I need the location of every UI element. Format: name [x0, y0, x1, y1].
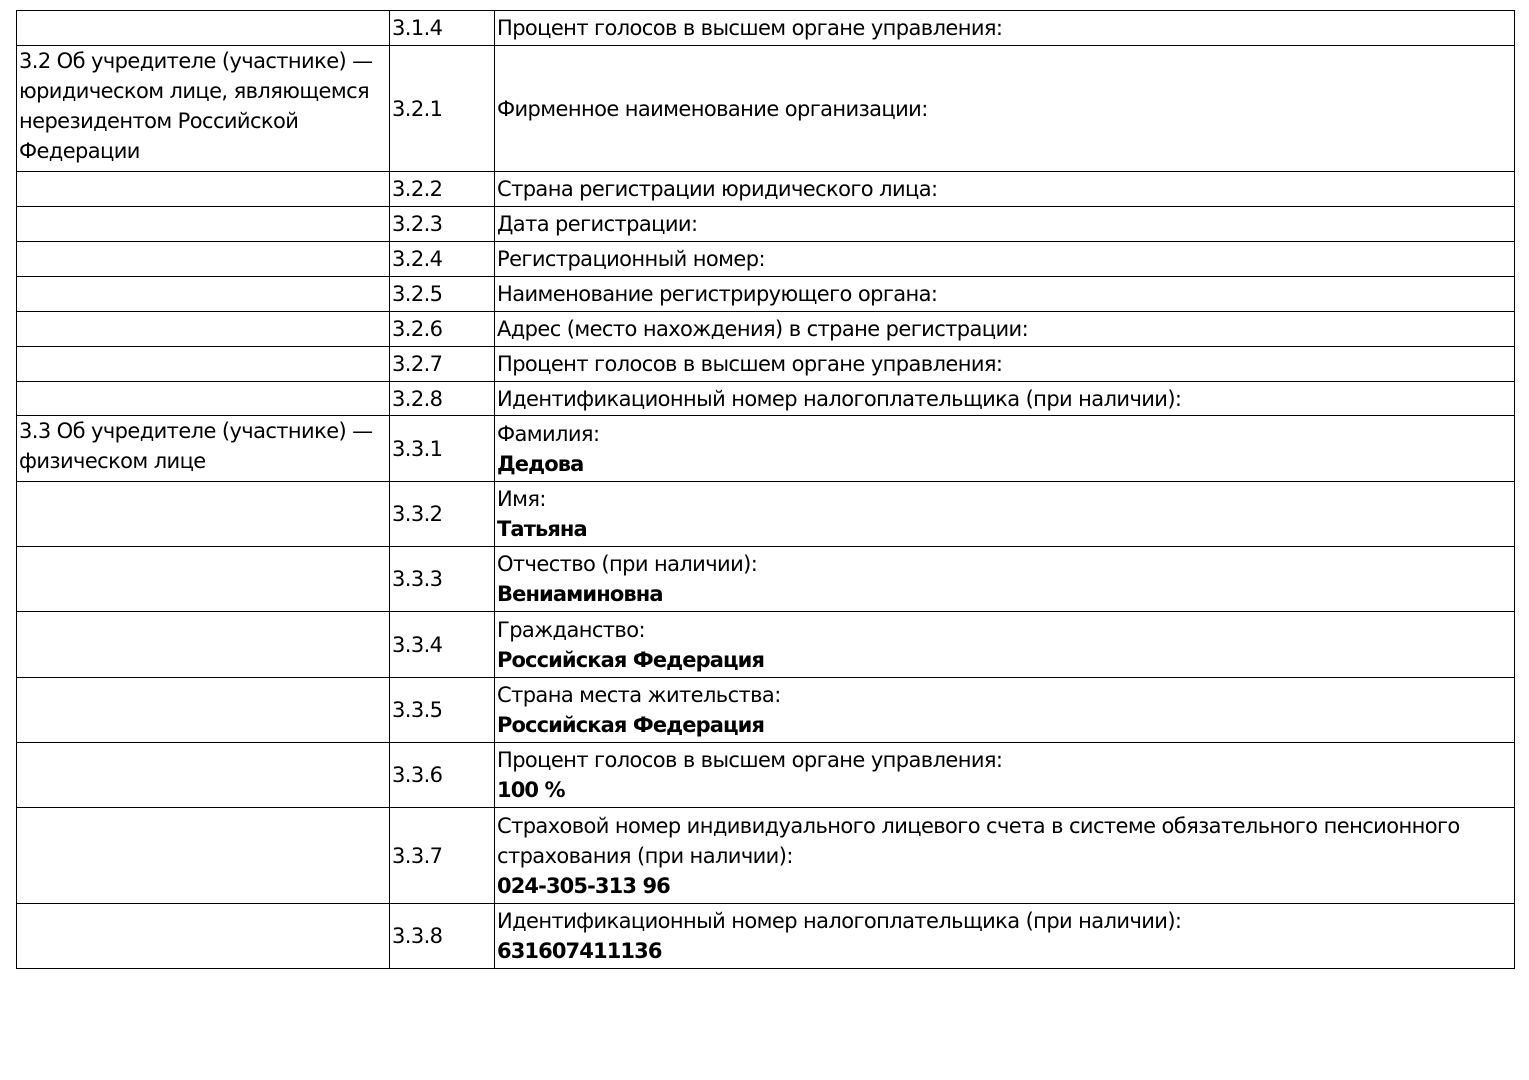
field-label: Отчество (при наличии):: [497, 552, 758, 576]
section-title-cell: [17, 312, 390, 347]
field-cell: [495, 547, 1515, 612]
table-row: [17, 904, 1515, 969]
field-cell: [495, 743, 1515, 808]
section-title-cell: 3.2 Об учредителе (участнике) — юридическом лице, являющемся нерезидентом Российской Федерации: [17, 46, 390, 172]
field-label: Процент голосов в высшем органе управления:: [497, 748, 1003, 772]
field-label: Наименование регистрирующего органа:: [497, 282, 938, 306]
table-row: [17, 207, 1515, 242]
item-code-cell: 3.3.3: [390, 547, 495, 612]
item-code-cell: 3.3.5: [390, 678, 495, 743]
table-row: [17, 416, 1515, 482]
table-row: [17, 347, 1515, 382]
item-code-cell: 3.2.8: [390, 382, 495, 416]
table-row: [17, 312, 1515, 347]
field-value: Российская Федерация: [497, 713, 765, 737]
field-cell: [495, 678, 1515, 743]
item-code-cell: 3.2.1: [390, 46, 495, 172]
table-body: [17, 11, 1515, 969]
section-title-cell: [17, 612, 390, 678]
section-title-cell: [17, 207, 390, 242]
field-cell: [495, 482, 1515, 547]
field-value: 024-305-313 96: [497, 873, 670, 898]
founder-info-table: [16, 10, 1515, 969]
field-cell: [495, 277, 1515, 312]
section-title-cell: [17, 482, 390, 547]
field-label: Гражданство:: [497, 617, 645, 642]
section-title-cell: [17, 678, 390, 743]
field-label: Идентификационный номер налогоплательщика (при наличии):: [497, 909, 1182, 933]
item-code-cell: 3.3.4: [390, 612, 495, 678]
section-title-cell: [17, 347, 390, 382]
field-label: Фамилия:: [497, 421, 600, 446]
field-cell: [495, 416, 1515, 482]
section-title-cell: [17, 743, 390, 808]
section-title-cell: [17, 904, 390, 969]
field-cell: [495, 242, 1515, 277]
field-label: Адрес (место нахождения) в стране регистрации:: [497, 317, 1029, 341]
section-title-cell: 3.3 Об учредителе (участнике) — физическом лице: [17, 416, 390, 482]
field-label: Дата регистрации:: [497, 212, 698, 236]
section-title-cell: [17, 277, 390, 312]
field-label: Фирменное наименование организации:: [497, 96, 928, 121]
field-cell: [495, 808, 1515, 904]
field-label: Страна места жительства:: [497, 683, 781, 707]
field-value: 100 %: [497, 778, 565, 802]
item-code-cell: 3.2.2: [390, 172, 495, 207]
field-cell: [495, 11, 1515, 46]
field-label: Идентификационный номер налогоплательщика (при наличии):: [497, 386, 1182, 411]
item-code-cell: 3.3.2: [390, 482, 495, 547]
table-row: [17, 743, 1515, 808]
field-value: 631607411136: [497, 939, 662, 963]
item-code-cell: 3.3.6: [390, 743, 495, 808]
section-title-cell: [17, 172, 390, 207]
field-label: Страна регистрации юридического лица:: [497, 177, 938, 201]
table-row: [17, 612, 1515, 678]
item-code-cell: 3.2.7: [390, 347, 495, 382]
table-row: [17, 808, 1515, 904]
field-value: Вениаминовна: [497, 582, 663, 606]
field-cell: [495, 612, 1515, 678]
field-cell: [495, 312, 1515, 347]
item-code-cell: 3.2.6: [390, 312, 495, 347]
table-row: [17, 242, 1515, 277]
table-row: [17, 46, 1515, 172]
field-cell: [495, 382, 1515, 416]
table-row: [17, 678, 1515, 743]
field-label: Страховой номер индивидуального лицевого счета в системе обязательного пенсионного страхования (при наличии):: [497, 813, 1460, 868]
field-cell: [495, 904, 1515, 969]
field-cell: [495, 172, 1515, 207]
table-row: [17, 547, 1515, 612]
field-label: Процент голосов в высшем органе управления:: [497, 352, 1003, 376]
field-value: Татьяна: [497, 517, 587, 541]
field-label: Регистрационный номер:: [497, 247, 765, 271]
table-row: [17, 482, 1515, 547]
field-cell: [495, 46, 1515, 172]
item-code-cell: 3.3.7: [390, 808, 495, 904]
table-row: [17, 277, 1515, 312]
table-row: [17, 11, 1515, 46]
section-title-cell: [17, 382, 390, 416]
item-code-cell: 3.3.8: [390, 904, 495, 969]
item-code-cell: 3.3.1: [390, 416, 495, 482]
item-code-cell: 3.1.4: [390, 11, 495, 46]
section-title-cell: [17, 11, 390, 46]
item-code-cell: 3.2.3: [390, 207, 495, 242]
field-label: Процент голосов в высшем органе управления:: [497, 16, 1003, 40]
table-row: [17, 172, 1515, 207]
section-title-cell: [17, 242, 390, 277]
field-cell: [495, 347, 1515, 382]
table-row: [17, 382, 1515, 416]
item-code-cell: 3.2.5: [390, 277, 495, 312]
field-value: Российская Федерация: [497, 647, 765, 672]
section-title-cell: [17, 547, 390, 612]
field-label: Имя:: [497, 487, 546, 511]
field-cell: [495, 207, 1515, 242]
item-code-cell: 3.2.4: [390, 242, 495, 277]
section-title-cell: [17, 808, 390, 904]
field-value: Дедова: [497, 451, 584, 476]
